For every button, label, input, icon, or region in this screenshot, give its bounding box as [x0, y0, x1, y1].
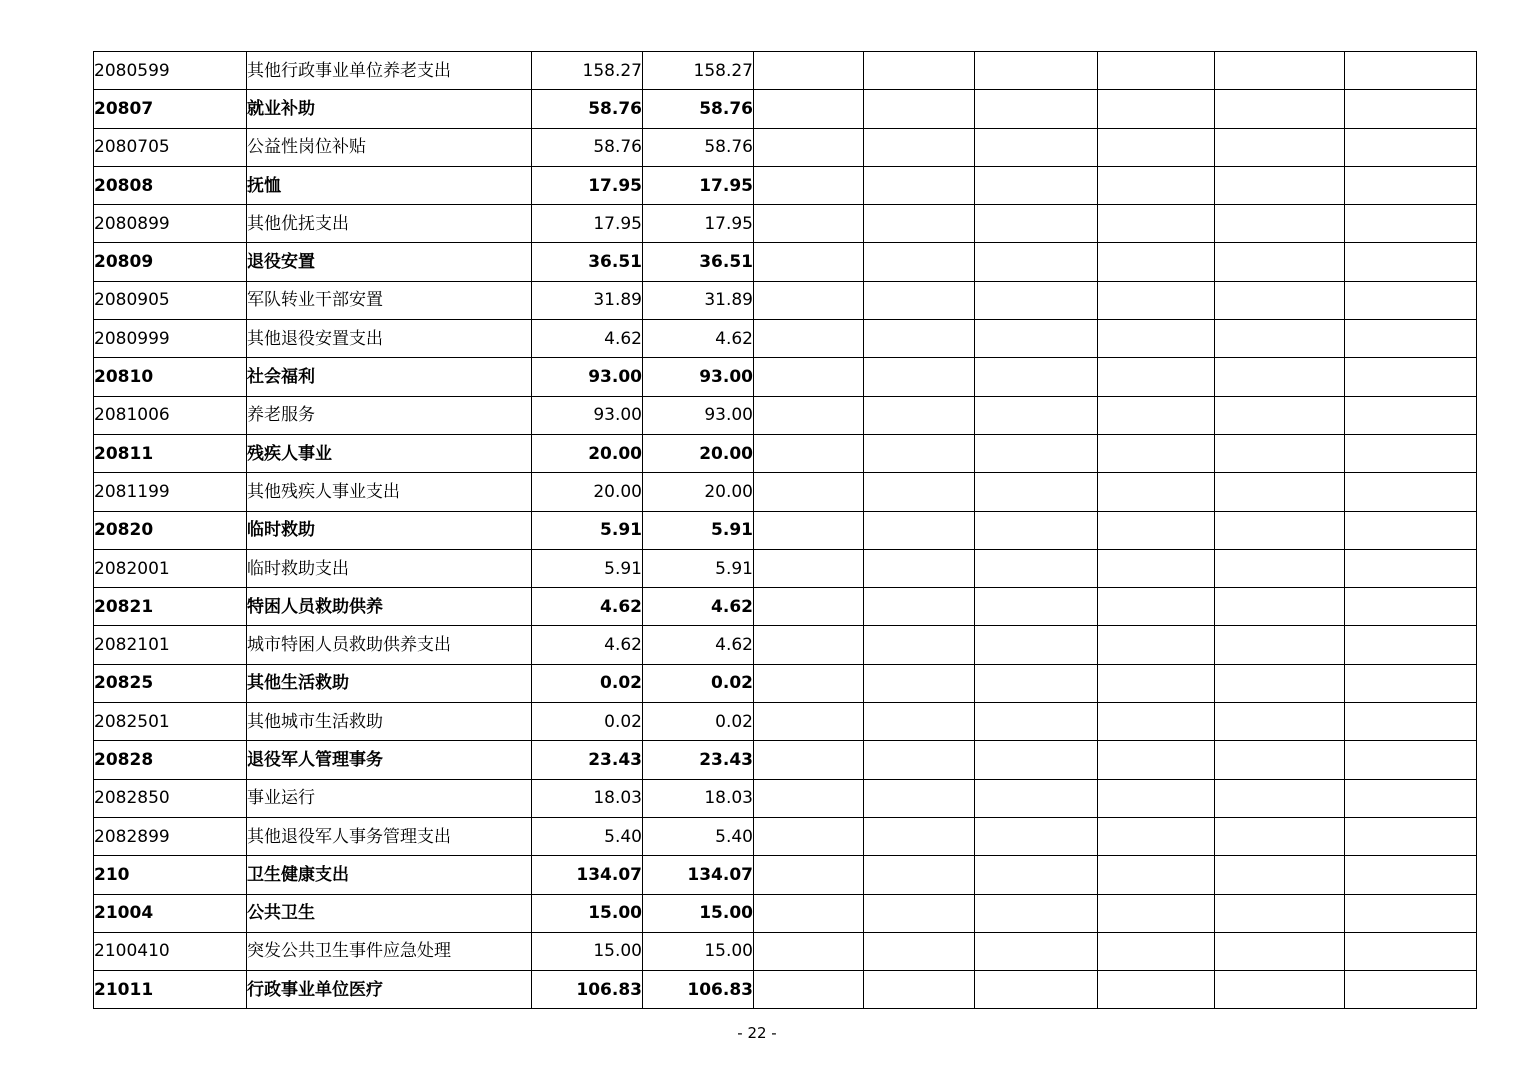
- table-body: [94, 52, 1477, 1009]
- empty-cell: [864, 703, 975, 741]
- basic-expenditure-cell: 0.02: [643, 664, 754, 702]
- account-code-cell: 2082850: [94, 779, 247, 817]
- empty-cell: [1215, 166, 1345, 204]
- empty-cell: [754, 856, 864, 894]
- table-row: [94, 128, 1477, 166]
- empty-cell: [1215, 664, 1345, 702]
- table-row: [94, 588, 1477, 626]
- total-amount-cell: 18.03: [532, 779, 643, 817]
- account-code-cell: 20828: [94, 741, 247, 779]
- basic-expenditure-cell: 17.95: [643, 166, 754, 204]
- empty-cell: [1215, 779, 1345, 817]
- empty-cell: [975, 779, 1098, 817]
- empty-cell: [754, 358, 864, 396]
- account-name-cell: 事业运行: [247, 779, 532, 817]
- table-row: [94, 473, 1477, 511]
- empty-cell: [754, 243, 864, 281]
- account-code-cell: 20821: [94, 588, 247, 626]
- total-amount-cell: 4.62: [532, 320, 643, 358]
- account-code-cell: 2080705: [94, 128, 247, 166]
- budget-table: [93, 51, 1477, 1009]
- empty-cell: [1215, 320, 1345, 358]
- table-row: [94, 626, 1477, 664]
- empty-cell: [864, 856, 975, 894]
- empty-cell: [1215, 856, 1345, 894]
- empty-cell: [1345, 511, 1477, 549]
- total-amount-cell: 5.40: [532, 817, 643, 855]
- empty-cell: [754, 932, 864, 970]
- empty-cell: [1098, 52, 1215, 90]
- empty-cell: [754, 281, 864, 319]
- account-name-cell: 特困人员救助供养: [247, 588, 532, 626]
- account-code-cell: 21011: [94, 971, 247, 1009]
- empty-cell: [1215, 511, 1345, 549]
- basic-expenditure-cell: 36.51: [643, 243, 754, 281]
- empty-cell: [1215, 626, 1345, 664]
- total-amount-cell: 0.02: [532, 703, 643, 741]
- account-name-cell: 卫生健康支出: [247, 856, 532, 894]
- empty-cell: [1215, 741, 1345, 779]
- empty-cell: [754, 817, 864, 855]
- total-amount-cell: 17.95: [532, 166, 643, 204]
- empty-cell: [1345, 856, 1477, 894]
- empty-cell: [754, 205, 864, 243]
- empty-cell: [1345, 281, 1477, 319]
- account-name-cell: 军队转业干部安置: [247, 281, 532, 319]
- empty-cell: [1345, 971, 1477, 1009]
- total-amount-cell: 31.89: [532, 281, 643, 319]
- empty-cell: [1215, 243, 1345, 281]
- empty-cell: [975, 166, 1098, 204]
- empty-cell: [1098, 932, 1215, 970]
- empty-cell: [1345, 128, 1477, 166]
- account-code-cell: 2081006: [94, 396, 247, 434]
- empty-cell: [864, 281, 975, 319]
- empty-cell: [975, 894, 1098, 932]
- table-row: [94, 320, 1477, 358]
- empty-cell: [754, 741, 864, 779]
- total-amount-cell: 5.91: [532, 511, 643, 549]
- account-code-cell: 2081199: [94, 473, 247, 511]
- account-code-cell: 20808: [94, 166, 247, 204]
- empty-cell: [754, 626, 864, 664]
- empty-cell: [1215, 434, 1345, 472]
- total-amount-cell: 158.27: [532, 52, 643, 90]
- total-amount-cell: 58.76: [532, 90, 643, 128]
- table-row: [94, 741, 1477, 779]
- empty-cell: [754, 511, 864, 549]
- account-name-cell: 临时救助支出: [247, 549, 532, 587]
- total-amount-cell: 36.51: [532, 243, 643, 281]
- empty-cell: [1215, 473, 1345, 511]
- empty-cell: [864, 396, 975, 434]
- empty-cell: [1345, 626, 1477, 664]
- empty-cell: [1098, 320, 1215, 358]
- table-row: [94, 664, 1477, 702]
- account-code-cell: 2080599: [94, 52, 247, 90]
- empty-cell: [754, 779, 864, 817]
- empty-cell: [1345, 817, 1477, 855]
- account-code-cell: 2082899: [94, 817, 247, 855]
- empty-cell: [1345, 588, 1477, 626]
- total-amount-cell: 58.76: [532, 128, 643, 166]
- basic-expenditure-cell: 158.27: [643, 52, 754, 90]
- account-name-cell: 其他行政事业单位养老支出: [247, 52, 532, 90]
- empty-cell: [864, 166, 975, 204]
- empty-cell: [864, 817, 975, 855]
- empty-cell: [864, 932, 975, 970]
- empty-cell: [1215, 894, 1345, 932]
- account-code-cell: 20807: [94, 90, 247, 128]
- empty-cell: [1345, 703, 1477, 741]
- empty-cell: [754, 549, 864, 587]
- table-row: [94, 856, 1477, 894]
- empty-cell: [1098, 703, 1215, 741]
- account-code-cell: 21004: [94, 894, 247, 932]
- empty-cell: [975, 90, 1098, 128]
- empty-cell: [1215, 128, 1345, 166]
- empty-cell: [1345, 396, 1477, 434]
- empty-cell: [1345, 205, 1477, 243]
- account-name-cell: 就业补助: [247, 90, 532, 128]
- basic-expenditure-cell: 5.91: [643, 549, 754, 587]
- empty-cell: [975, 434, 1098, 472]
- basic-expenditure-cell: 134.07: [643, 856, 754, 894]
- empty-cell: [975, 817, 1098, 855]
- table-row: [94, 817, 1477, 855]
- empty-cell: [1345, 894, 1477, 932]
- empty-cell: [754, 971, 864, 1009]
- empty-cell: [1098, 817, 1215, 855]
- empty-cell: [754, 703, 864, 741]
- basic-expenditure-cell: 58.76: [643, 90, 754, 128]
- empty-cell: [1098, 396, 1215, 434]
- table-row: [94, 703, 1477, 741]
- empty-cell: [864, 90, 975, 128]
- empty-cell: [1098, 588, 1215, 626]
- empty-cell: [975, 741, 1098, 779]
- empty-cell: [975, 971, 1098, 1009]
- empty-cell: [1215, 205, 1345, 243]
- empty-cell: [975, 511, 1098, 549]
- empty-cell: [1215, 52, 1345, 90]
- basic-expenditure-cell: 23.43: [643, 741, 754, 779]
- empty-cell: [1215, 358, 1345, 396]
- account-name-cell: 其他城市生活救助: [247, 703, 532, 741]
- empty-cell: [1345, 473, 1477, 511]
- basic-expenditure-cell: 0.02: [643, 703, 754, 741]
- empty-cell: [975, 473, 1098, 511]
- empty-cell: [1098, 664, 1215, 702]
- basic-expenditure-cell: 15.00: [643, 894, 754, 932]
- empty-cell: [1215, 588, 1345, 626]
- table-row: [94, 396, 1477, 434]
- empty-cell: [975, 703, 1098, 741]
- account-code-cell: 210: [94, 856, 247, 894]
- empty-cell: [975, 281, 1098, 319]
- total-amount-cell: 23.43: [532, 741, 643, 779]
- empty-cell: [975, 320, 1098, 358]
- empty-cell: [1345, 90, 1477, 128]
- empty-cell: [1215, 971, 1345, 1009]
- empty-cell: [1215, 817, 1345, 855]
- empty-cell: [864, 511, 975, 549]
- empty-cell: [754, 90, 864, 128]
- account-name-cell: 城市特困人员救助供养支出: [247, 626, 532, 664]
- account-code-cell: 2100410: [94, 932, 247, 970]
- table-row: [94, 434, 1477, 472]
- account-name-cell: 社会福利: [247, 358, 532, 396]
- account-code-cell: 20820: [94, 511, 247, 549]
- account-name-cell: 公共卫生: [247, 894, 532, 932]
- empty-cell: [1345, 779, 1477, 817]
- table-row: [94, 281, 1477, 319]
- empty-cell: [975, 932, 1098, 970]
- account-name-cell: 抚恤: [247, 166, 532, 204]
- empty-cell: [864, 205, 975, 243]
- empty-cell: [975, 396, 1098, 434]
- table-row: [94, 52, 1477, 90]
- empty-cell: [1098, 90, 1215, 128]
- empty-cell: [864, 434, 975, 472]
- total-amount-cell: 134.07: [532, 856, 643, 894]
- empty-cell: [975, 205, 1098, 243]
- basic-expenditure-cell: 20.00: [643, 473, 754, 511]
- account-name-cell: 养老服务: [247, 396, 532, 434]
- empty-cell: [975, 52, 1098, 90]
- basic-expenditure-cell: 5.91: [643, 511, 754, 549]
- basic-expenditure-cell: 15.00: [643, 932, 754, 970]
- empty-cell: [1215, 549, 1345, 587]
- empty-cell: [975, 549, 1098, 587]
- account-code-cell: 2082001: [94, 549, 247, 587]
- empty-cell: [864, 128, 975, 166]
- basic-expenditure-cell: 18.03: [643, 779, 754, 817]
- total-amount-cell: 20.00: [532, 434, 643, 472]
- empty-cell: [1098, 894, 1215, 932]
- account-name-cell: 其他生活救助: [247, 664, 532, 702]
- basic-expenditure-cell: 4.62: [643, 626, 754, 664]
- total-amount-cell: 5.91: [532, 549, 643, 587]
- empty-cell: [864, 52, 975, 90]
- account-name-cell: 其他退役军人事务管理支出: [247, 817, 532, 855]
- empty-cell: [754, 588, 864, 626]
- empty-cell: [1345, 741, 1477, 779]
- account-code-cell: 20809: [94, 243, 247, 281]
- empty-cell: [754, 52, 864, 90]
- account-code-cell: 2080899: [94, 205, 247, 243]
- empty-cell: [975, 358, 1098, 396]
- total-amount-cell: 15.00: [532, 894, 643, 932]
- account-name-cell: 公益性岗位补贴: [247, 128, 532, 166]
- total-amount-cell: 93.00: [532, 396, 643, 434]
- account-code-cell: 2082501: [94, 703, 247, 741]
- empty-cell: [1098, 205, 1215, 243]
- page-number: - 22 -: [737, 1024, 777, 1042]
- account-code-cell: 20825: [94, 664, 247, 702]
- empty-cell: [1215, 703, 1345, 741]
- empty-cell: [1098, 358, 1215, 396]
- table-row: [94, 166, 1477, 204]
- empty-cell: [864, 664, 975, 702]
- basic-expenditure-cell: 5.40: [643, 817, 754, 855]
- empty-cell: [864, 779, 975, 817]
- basic-expenditure-cell: 17.95: [643, 205, 754, 243]
- account-code-cell: 20811: [94, 434, 247, 472]
- total-amount-cell: 106.83: [532, 971, 643, 1009]
- empty-cell: [975, 243, 1098, 281]
- empty-cell: [864, 894, 975, 932]
- empty-cell: [975, 856, 1098, 894]
- basic-expenditure-cell: 93.00: [643, 358, 754, 396]
- empty-cell: [754, 128, 864, 166]
- basic-expenditure-cell: 58.76: [643, 128, 754, 166]
- empty-cell: [864, 741, 975, 779]
- empty-cell: [1345, 549, 1477, 587]
- empty-cell: [754, 894, 864, 932]
- account-code-cell: 2080999: [94, 320, 247, 358]
- basic-expenditure-cell: 4.62: [643, 588, 754, 626]
- empty-cell: [1098, 243, 1215, 281]
- account-code-cell: 2080905: [94, 281, 247, 319]
- empty-cell: [1215, 281, 1345, 319]
- empty-cell: [864, 549, 975, 587]
- empty-cell: [1345, 243, 1477, 281]
- empty-cell: [1098, 473, 1215, 511]
- table-row: [94, 779, 1477, 817]
- table-row: [94, 932, 1477, 970]
- basic-expenditure-cell: 93.00: [643, 396, 754, 434]
- empty-cell: [1098, 549, 1215, 587]
- empty-cell: [1098, 971, 1215, 1009]
- table-row: [94, 205, 1477, 243]
- empty-cell: [864, 243, 975, 281]
- empty-cell: [1098, 166, 1215, 204]
- account-name-cell: 退役安置: [247, 243, 532, 281]
- account-name-cell: 残疾人事业: [247, 434, 532, 472]
- empty-cell: [754, 320, 864, 358]
- table-row: [94, 971, 1477, 1009]
- empty-cell: [754, 166, 864, 204]
- empty-cell: [754, 396, 864, 434]
- empty-cell: [864, 473, 975, 511]
- basic-expenditure-cell: 106.83: [643, 971, 754, 1009]
- basic-expenditure-cell: 4.62: [643, 320, 754, 358]
- total-amount-cell: 0.02: [532, 664, 643, 702]
- empty-cell: [975, 664, 1098, 702]
- empty-cell: [1345, 664, 1477, 702]
- empty-cell: [1098, 434, 1215, 472]
- total-amount-cell: 4.62: [532, 588, 643, 626]
- empty-cell: [864, 358, 975, 396]
- total-amount-cell: 17.95: [532, 205, 643, 243]
- account-name-cell: 突发公共卫生事件应急处理: [247, 932, 532, 970]
- empty-cell: [1098, 856, 1215, 894]
- empty-cell: [1345, 358, 1477, 396]
- table-row: [94, 358, 1477, 396]
- account-code-cell: 2082101: [94, 626, 247, 664]
- empty-cell: [1098, 128, 1215, 166]
- account-name-cell: 行政事业单位医疗: [247, 971, 532, 1009]
- table-row: [94, 894, 1477, 932]
- table-row: [94, 511, 1477, 549]
- empty-cell: [975, 128, 1098, 166]
- empty-cell: [1098, 281, 1215, 319]
- empty-cell: [975, 626, 1098, 664]
- empty-cell: [1345, 434, 1477, 472]
- table-row: [94, 549, 1477, 587]
- account-name-cell: 其他退役安置支出: [247, 320, 532, 358]
- table-row: [94, 243, 1477, 281]
- total-amount-cell: 4.62: [532, 626, 643, 664]
- empty-cell: [1098, 626, 1215, 664]
- basic-expenditure-cell: 20.00: [643, 434, 754, 472]
- account-name-cell: 其他优抚支出: [247, 205, 532, 243]
- empty-cell: [1215, 396, 1345, 434]
- empty-cell: [864, 588, 975, 626]
- basic-expenditure-cell: 31.89: [643, 281, 754, 319]
- empty-cell: [975, 588, 1098, 626]
- empty-cell: [1098, 511, 1215, 549]
- empty-cell: [1098, 779, 1215, 817]
- empty-cell: [864, 626, 975, 664]
- empty-cell: [864, 971, 975, 1009]
- account-name-cell: 其他残疾人事业支出: [247, 473, 532, 511]
- empty-cell: [1345, 932, 1477, 970]
- empty-cell: [864, 320, 975, 358]
- empty-cell: [1215, 90, 1345, 128]
- account-name-cell: 退役军人管理事务: [247, 741, 532, 779]
- empty-cell: [1345, 166, 1477, 204]
- empty-cell: [754, 473, 864, 511]
- empty-cell: [1345, 320, 1477, 358]
- empty-cell: [1345, 52, 1477, 90]
- empty-cell: [754, 664, 864, 702]
- total-amount-cell: 20.00: [532, 473, 643, 511]
- empty-cell: [1098, 741, 1215, 779]
- empty-cell: [1215, 932, 1345, 970]
- total-amount-cell: 15.00: [532, 932, 643, 970]
- table-row: [94, 90, 1477, 128]
- total-amount-cell: 93.00: [532, 358, 643, 396]
- account-code-cell: 20810: [94, 358, 247, 396]
- account-name-cell: 临时救助: [247, 511, 532, 549]
- empty-cell: [754, 434, 864, 472]
